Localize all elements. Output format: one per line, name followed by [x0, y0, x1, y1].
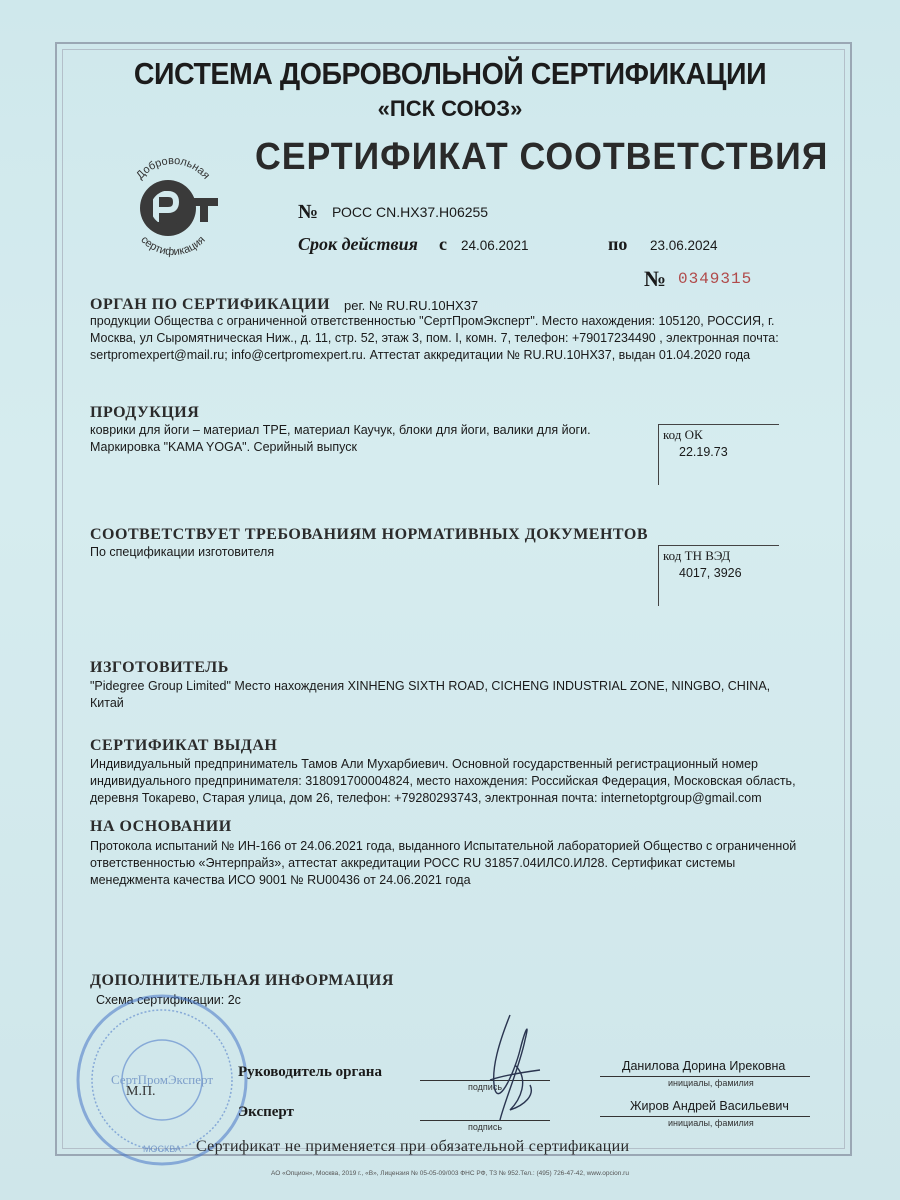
tnved-code-value: 4017, 3926: [679, 566, 742, 580]
requirements-heading: СООТВЕТСТВУЕТ ТРЕБОВАНИЯМ НОРМАТИВНЫХ ДОКУМЕНТОВ: [90, 526, 648, 543]
product-heading: ПРОДУКЦИЯ: [90, 404, 200, 421]
certificate-number: РОСС CN.НХ37.Н06255: [332, 204, 489, 220]
expert-name: Жиров Андрей Васильевич: [630, 1099, 789, 1113]
head-name: Данилова Дорина Ирековна: [622, 1059, 786, 1073]
issued-to-line-3: деревня Токарево, Старая улица, дом 26, телефон: +79280293743, электронная почта: internetoptgroup@gmail.com: [90, 791, 762, 805]
validity-label: Срок действия: [298, 234, 418, 254]
svg-text:сертификация: [138, 234, 207, 258]
tnved-code-box: [658, 545, 779, 606]
validity-date-from: 24.06.2021: [461, 238, 529, 253]
certification-body-line-3: sertpromexpert@mail.ru; info@certpromexpert.ru. Аттестат аккредитации № RU.RU.10НХ37, выдан 01.04.2020 года: [90, 348, 751, 362]
rst-logo-icon: [118, 150, 228, 260]
additional-text: Схема сертификации: 2с: [96, 993, 241, 1007]
certification-body-line-2: Москва, ул Сыромятническая Ниж., д. 11, стр. 52, этаж 3, пом. I, комн. 7, телефон: +79017234490 , электронная почта:: [90, 331, 779, 345]
number-symbol: №: [298, 201, 319, 223]
expert-role-label: Эксперт: [238, 1104, 294, 1120]
certification-body-heading: ОРГАН ПО СЕРТИФИКАЦИИ: [90, 296, 331, 313]
product-line-2: Маркировка "KAMA YOGA". Серийный выпуск: [90, 440, 358, 454]
head-role-label: Руководитель органа: [238, 1064, 382, 1080]
stamp-bottom-text: МОСКВА: [143, 1144, 181, 1154]
certification-body-line-1: продукции Общества с ограниченной ответственностью "СертПромЭксперт". Место нахождения: 105120, РОССИЯ, г.: [90, 314, 775, 328]
head-name-caption: инициалы, фамилия: [668, 1078, 754, 1088]
issued-to-heading: СЕРТИФИКАТ ВЫДАН: [90, 737, 278, 754]
stamp-center-text: СертПромЭксперт: [110, 1072, 214, 1087]
tnved-code-label: код ТН ВЭД: [663, 548, 731, 563]
handwritten-signature-icon: [470, 1010, 560, 1125]
basis-line-3: менеджмента качества ИСО 9001 № RU00436 от 24.06.2021 года: [90, 873, 471, 887]
okp-code-box: [658, 424, 779, 485]
issued-to-line-1: Индивидуальный предприниматель Тамов Али Мухарбиевич. Основной государственный регистрационный номер: [90, 757, 758, 771]
expert-name-line: [600, 1116, 810, 1117]
validity-to-label: по: [608, 234, 628, 254]
system-name: «ПСК СОЮЗ»: [377, 96, 523, 121]
head-signature-caption: подпись: [468, 1082, 503, 1092]
logo-text-bottom: сертификация: [138, 233, 208, 259]
blank-number-symbol: №: [644, 266, 667, 291]
expert-name-caption: инициалы, фамилия: [668, 1118, 754, 1128]
basis-line-2: ответственностью «Энтерпрайз», аттестат аккредитации РОСС RU 31857.04ИЛС0.ИЛ28. Сертификат системы: [90, 856, 736, 870]
certification-body-reg: рег. № RU.RU.10НХ37: [344, 298, 479, 313]
manufacturer-line-1: "Pidegree Group Limited" Место нахождения XINHENG SIXTH ROAD, CICHENG INDUSTRIAL ZONE, NINGBO, CHINA,: [90, 679, 771, 693]
manufacturer-heading: ИЗГОТОВИТЕЛЬ: [90, 659, 229, 676]
additional-heading: ДОПОЛНИТЕЛЬНАЯ ИНФОРМАЦИЯ: [90, 972, 394, 989]
printer-info: АО «Опцион», Москва, 2019 г., «В», Лицензия № 05-05-09/003 ФНС РФ, ТЗ № 952.Тел.: (495) 726-47-42, www.opcion.ru: [271, 1170, 629, 1177]
okp-code-label: код ОК: [663, 427, 703, 442]
validity-date-to: 23.06.2024: [650, 238, 718, 253]
head-name-line: [600, 1076, 810, 1077]
basis-line-1: Протокола испытаний № ИН-166 от 24.06.2021 года, выданного Испытательной лабораторией Общество с ограниченной: [90, 839, 797, 853]
stamp-abbr: М.П.: [126, 1084, 156, 1099]
requirements-text: По спецификации изготовителя: [90, 545, 275, 559]
svg-text:Добровольная: [134, 155, 212, 182]
system-title: СИСТЕМА ДОБРОВОЛЬНОЙ СЕРТИФИКАЦИИ: [133, 56, 767, 91]
product-line-1: коврики для йоги – материал ТРЕ, материал Каучук, блоки для йоги, валики для йоги.: [90, 423, 591, 437]
blank-number: 0349315: [678, 270, 753, 288]
issued-to-line-2: индивидуального предпринимателя: 318091700004824, место нахождения: Российская Федерация, Московская область,: [90, 774, 796, 788]
basis-heading: НА ОСНОВАНИИ: [90, 818, 232, 835]
document-title: СЕРТИФИКАТ СООТВЕТСТВИЯ: [255, 136, 829, 178]
okp-code-value: 22.19.73: [679, 445, 728, 459]
logo-text-top: Добровольная: [134, 154, 213, 182]
footer-notice: Сертификат не применяется при обязательной сертификации: [196, 1138, 630, 1155]
manufacturer-line-2: Китай: [90, 696, 124, 710]
validity-from-label: с: [439, 234, 447, 254]
expert-signature-caption: подпись: [468, 1122, 503, 1132]
